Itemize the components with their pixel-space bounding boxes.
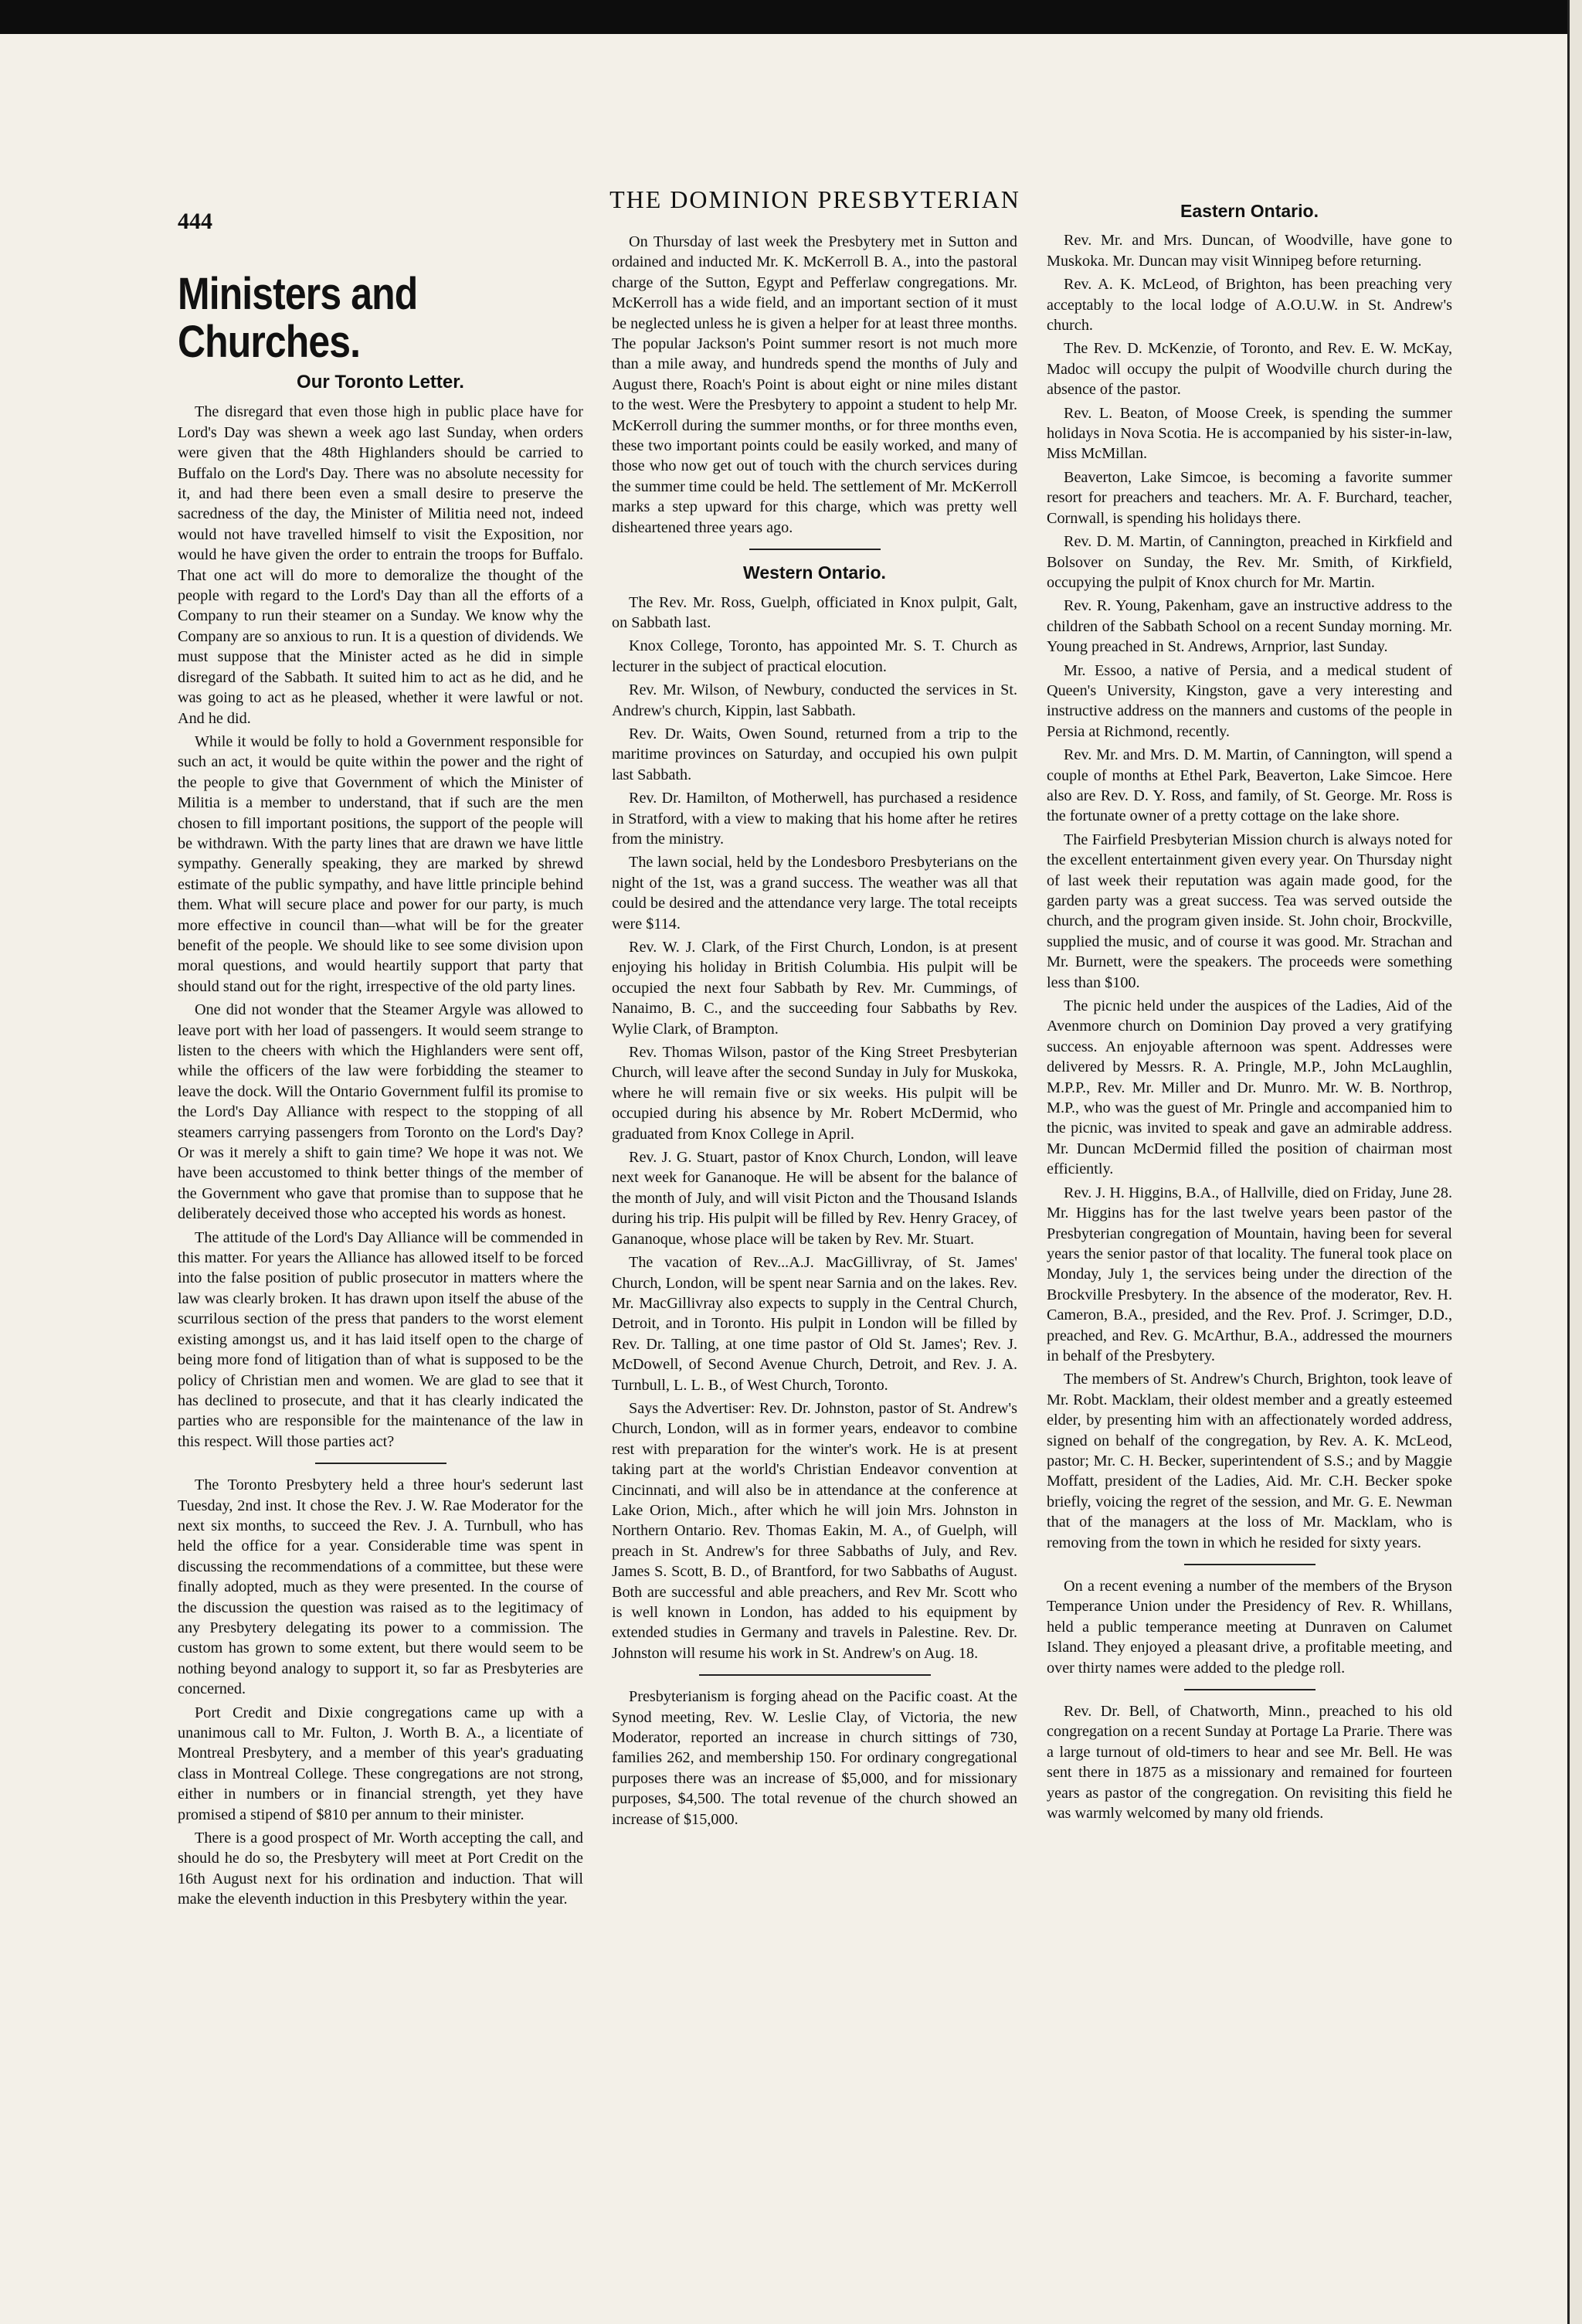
article-paragraph: Rev. Dr. Hamilton, of Motherwell, has purchased a residence in Stratford, with a view to making that his home after he retires from the ministry. — [612, 790, 1017, 848]
article-paragraph: Says the Advertiser: Rev. Dr. Johnston, pastor of St. Andrew's Church, London, will as in former years, endeavor to combine rest with preparation for the winter's work. He is at present taking part at the world's Christian Endeavor convention at Cincinnati, and will also be in attendance at the conference at Lake Orion, Mich., after which he will join Mrs. Johnston in Northern Ontario. Rev. Thomas Eakin, M. A., of Guelph, will preach in St. Andrew's for three Sabbaths of July, and Rev. James S. Scott, B. D., of Brantford, for two Sabbaths of August. Both are successful and able preachers, and Rev Mr. Scott who is well known in London, has added to his equipment by extended studies in Germany and travels in Palestine. Rev. Dr. Johnston will resume his work in St. Andrew's on Aug. 18. — [612, 1399, 1017, 1662]
article-paragraph: Rev. Mr. and Mrs. D. M. Martin, of Cannington, will spend a couple of months at Ethel Park, Beaverton, Lake Simcoe. Here also are Rev. D. Y. Ross, and family, of St. George. Mr. Ross is the fortunate owner of a pretty cottage on the lake shore. — [1047, 746, 1452, 825]
section-title: Ministers and Churches. — [178, 269, 418, 367]
article-paragraph: Rev. A. K. McLeod, of Brighton, has been preaching very acceptably to the local lodge of A.O.U.W. in St. Andrew's church. — [1047, 276, 1452, 335]
article-paragraph: Rev. J. G. Stuart, pastor of Knox Church, London, will leave next week for Gananoque. He will be absent for the balance of the month of July, and will visit Picton and the Thousand Islands during his trip. His pulpit will be filled by Rev. Henry Gracey, of Gananoque, whose place will be taken by Rev. Mr. Stuart. — [612, 1149, 1017, 1248]
article-paragraph: Beaverton, Lake Simcoe, is becoming a favorite summer resort for preachers and teachers. Mr. A. F. Burchard, teacher, Cornwall, is spending his holidays there. — [1047, 468, 1452, 527]
eastern-ontario-body — [1047, 230, 1452, 1553]
article-paragraph: The picnic held under the auspices of the Ladies, Aid of the Avenmore church on Dominion Day proved a very gratifying success. An enjoyable afternoon was spent. Addresses were delivered by Messrs. R. A. Pringle, M.P., John McLaughlin, M.P.P., Rev. Mr. Miller and Dr. Munro. Mr. W. B. Northrop, M.P., who was the guest of Mr. Pringle and accompanied him to the picnic, was invited to speak and gave an admirable address. Mr. Duncan McDermid filled the position of chairman most efficiently. — [1047, 997, 1452, 1178]
article-paragraph: The Rev. Mr. Ross, Guelph, officiated in Knox pulpit, Galt, on Sabbath last. — [612, 593, 1017, 631]
article-paragraph: Port Credit and Dixie congregations came up with a unanimous call to Mr. Fulton, J. Worth B. A., a licentiate of Montreal Presbytery, and a member of this year's graduating class in Montreal College. These congregations are not strong, either in numbers or in financial strength, yet they have promised a stipend of $810 per annum to their minister. — [178, 1704, 583, 1823]
bryson-temperance-body — [1047, 1576, 1452, 1678]
article-paragraph: While it would be folly to hold a Government responsible for such an act, it would be quite within the power and the right of the people to give that Government of which the Minister of Militia is a member to understand, that if such are the men chosen to fill important positions, the support of the people will be withdrawn. With the party lines that are drawn we have little sympathy. Generally speaking, they are marked by shrewd estimate of the public sympathy, and have little principle behind them. What will secure place and power for our party, is much more effective in council than—what will be for the greater benefit of the people. We should like to see some division upon moral questions, and would heartily support that party that should stand out for the right, irrespective of the old party lines. — [178, 732, 583, 995]
article-paragraph: Rev. J. H. Higgins, B.A., of Hallville, died on Friday, June 28. Mr. Higgins has for the last twelve years been pastor of the Presbyterian congregation of Mountain, having been for several years the senior pastor of that locality. The funeral took place on Monday, July 1, the services being under the direction of the Brockville Presbytery. In the absence of the moderator, Rev. H. Cameron, B.A., presided, and the Rev. Prof. J. Scrimger, D.D., preached, and Rev. G. McArthur, B.A., addressed the mourners in behalf of the Presbytery. — [1047, 1184, 1452, 1364]
article-paragraph: Rev. Thomas Wilson, pastor of the King Street Presbyterian Church, will leave after the second Sunday in July for Muskoka, where he will remain five or six weeks. His pulpit will be occupied during his absence by Mr. Robert McDermid, who graduated from Knox College in April. — [612, 1044, 1017, 1143]
column-divider-rule — [315, 1463, 446, 1464]
article-paragraph: Knox College, Toronto, has appointed Mr. S. T. Church as lecturer in the subject of practical elocution. — [612, 637, 1017, 675]
eastern-ontario-heading: Eastern Ontario. — [1180, 201, 1319, 221]
newspaper-page — [178, 185, 1452, 2163]
page-number: 444 — [178, 209, 212, 234]
article-paragraph: On Thursday of last week the Presbytery met in Sutton and ordained and inducted Mr. K. McKerroll B. A., into the pastoral charge of the Sutton, Egypt and Pefferlaw congregations. Mr. McKerroll has a wide field, and an important section of it must be neglected unless he is given a helper for at least three months. The popular Jackson's Point summer resort is not much more than a mile away, and hundreds spend the months of July and August there, Roach's Point is about eight or nine miles distant to the west. Were the Presbytery to appoint a student to help Mr. McKerroll during the summer months, or for three months even, these two important points could be easily worked, and many of those who now get out of touch with the church services during the summer time could be held. The settlement of Mr. McKerroll marks a step upward for this charge, which was pretty well disheartened three years ago. — [612, 233, 1017, 536]
article-paragraph: Rev. R. Young, Pakenham, gave an instructive address to the children of the Sabbath School on a recent Sunday morning. Mr. Young preached in St. Andrews, Arnprior, last Sunday. — [1047, 597, 1452, 656]
article-paragraph: The attitude of the Lord's Day Alliance will be commended in this matter. For years the Alliance has allowed itself to be forced into the false position of public prosecutor in matters where the law was clearly broken. It has drawn upon itself the abuse of the scurrilous section of the press that panders to the worst element existing amongst us, and it has laid itself open to the charge of being more fond of litigation than of what is supposed to be the policy of Christian men and women. We are glad to see that it has declined to prosecute, and that it has clearly indicated the parties who are responsible for the maintenance of the law in this respect. Will those parties act? — [178, 1228, 583, 1450]
western-ontario-body — [612, 593, 1017, 1664]
article-paragraph: Rev. Mr. Wilson, of Newbury, conducted the services in St. Andrew's church, Kippin, last Sabbath. — [612, 681, 1017, 719]
article-paragraph: The lawn social, held by the Londesboro Presbyterians on the night of the 1st, was a grand success. The weather was all that could be desired and the attendance very large. The total receipts were $114. — [612, 854, 1017, 933]
toronto-letter-body — [178, 402, 583, 1452]
scan-right-edge — [1567, 0, 1582, 2324]
article-paragraph: Rev. Mr. and Mrs. Duncan, of Woodville, have gone to Muskoka. Mr. Duncan may visit Winnipeg before returning. — [1047, 232, 1452, 270]
article-paragraph: One did not wonder that the Steamer Argyle was allowed to leave port with her load of passengers. It would seem strange to listen to the cheers with which the Highlanders were sent off, while the officers of the law were forbidding the steamer to leave the dock. Will the Ontario Government fulfil its promise to the Lord's Day Alliance with respect to the stopping of all steamers carrying passengers from Toronto on the Lord's Day? Or was it merely a shift to gain time? We hope it was not. We have been accustomed to think better things of the member of the Government who gave that promise than to suppose that he deliberately deceived those who accepted his words as honest. — [178, 1001, 583, 1223]
masthead: THE DOMINION PRESBYTERIAN — [609, 185, 1020, 213]
column-divider-rule — [1184, 1564, 1316, 1565]
column-1 — [178, 232, 583, 1913]
scan-top-border — [0, 0, 1582, 34]
article-paragraph: The members of St. Andrew's Church, Brighton, took leave of Mr. Robt. Macklam, their oldest member and a greatly esteemed elder, by presenting him with an affectionately worded address, signed on behalf of the congregation, by Rev. A. K. McLeod, pastor; Mr. C. H. Becker, superintendent of S.S.; and by Maggie Moffatt, president of the Ladies, Aid. Mr. C.H. Becker spoke briefly, voicing the regret of the session, and Mr. G. E. Newman that of the managers at the loss of Mr. Macklam, who is removing from the town in which he resided for sixty years. — [1047, 1371, 1452, 1551]
article-paragraph: The Fairfield Presbyterian Mission church is always noted for the excellent entertainment given every year. On Thursday night of last week their reputation was again made good, for the garden party was a great success. Tea was served outside the church, and the program given inside. St. John choir, Brockville, supplied the music, and of course it was good. Mr. Strachan and Mr. Burnett, were the speakers. The proceeds were something less than $100. — [1047, 831, 1452, 991]
article-paragraph: Rev. L. Beaton, of Moose Creek, is spending the summer holidays in Nova Scotia. He is accompanied by his sister-in-law, Miss McMillan. — [1047, 404, 1452, 463]
presbytery-report-body — [178, 1475, 583, 1910]
column-divider-rule — [749, 549, 881, 550]
article-paragraph: Presbyterianism is forging ahead on the Pacific coast. At the Synod meeting, Rev. W. Leslie Clay, of Victoria, the new Moderator, reported an increase in church sittings of 730, families 262, and membership 150. For ordinary congregational purposes there was an increase of $5,000, and for missionary purposes, $4,500. The total revenue of the church showed an increase of $15,000. — [612, 1688, 1017, 1828]
column-divider-rule — [1184, 1689, 1316, 1690]
article-paragraph: Mr. Essoo, a native of Persia, and a medical student of Queen's University, Kingston, gave a very interesting and instructive address on the manners and customs of the people in Persia at Richmond, recently. — [1047, 661, 1452, 740]
western-ontario-heading: Western Ontario. — [743, 562, 886, 583]
article-paragraph: Rev. Dr. Bell, of Chatworth, Minn., preached to his old congregation on a recent Sunday at Portage La Prarie. There was a large turnout of old-timers to hear and see Mr. Bell. He was sent there in 1875 as a missionary and remained for fourteen years as pastor of the congregation. On revisiting this field he was warmly welcomed by many old friends. — [1047, 1703, 1452, 1823]
article-paragraph: The disregard that even those high in public place have for Lord's Day was shewn a week ago last Sunday, when orders were given that the 48th Highlanders should be carried to Buffalo on the Lord's Day. There was no absolute necessity for it, and had there been even a small desire to preserve the sacredness of the day, the Minister of Militia need not, indeed would not have travelled himself to visit the Exposition, nor would he have given the order to entrain the troops for Buffalo. That one act will do more to demoralize the thought of the people with regard to the Lord's Day than all the efforts of a Company to run their steamer on a Sunday. We know why the Company are so anxious to run. It is a question of dividends. We must suppose that the Minister acted as he did in simple disregard of the Sabbath. It suited him to act as he did, and he was going to act as he pleased, whether it were lawful or not. And he did. — [178, 403, 583, 727]
column-divider-rule — [699, 1674, 931, 1676]
article-paragraph: The Rev. D. McKenzie, of Toronto, and Rev. E. W. McKay, Madoc will occupy the pulpit of Woodville church during the absence of the pastor. — [1047, 340, 1452, 399]
article-paragraph: Rev. W. J. Clark, of the First Church, London, is at present enjoying his holiday in British Columbia. His pulpit will be occupied the next four Sabbath by Rev. Mr. Cummings, of Nanaimo, B. C., and the succeeding four Sabbaths by Rev. Wylie Clark, of Brampton. — [612, 939, 1017, 1038]
pacific-coast-body — [612, 1687, 1017, 1830]
article-paragraph: There is a good prospect of Mr. Worth accepting the call, and should he do so, the Presbytery will meet at Port Credit on the 16th August next for his ordination and induction. That will make the eleventh induction in this Presbytery within the year. — [178, 1830, 583, 1908]
column-3 — [1047, 201, 1452, 1826]
toronto-letter-heading: Our Toronto Letter. — [297, 372, 464, 392]
portage-la-prarie-body — [1047, 1701, 1452, 1823]
article-paragraph: The vacation of Rev...A.J. MacGillivray, of St. James' Church, London, will be spent near Sarnia and on the lakes. Rev. Mr. MacGillivray also expects to supply in the Central Church, Detroit, and in Toronto. His pulpit in London will be filled by Rev. Dr. Talling, at one time pastor of Old St. James'; Rev. J. McDowell, of Second Avenue Church, Detroit, and Rev. J. A. Turnbull, L. L. B., of West Church, Toronto. — [612, 1254, 1017, 1394]
article-paragraph: Rev. D. M. Martin, of Cannington, preached in Kirkfield and Bolsover on Sunday, the Rev. Mr. Smith, of Kirkfield, occupying the pulpit of Knox church for Mr. Martin. — [1047, 533, 1452, 591]
sutton-report-body — [612, 232, 1017, 538]
article-paragraph: On a recent evening a number of the members of the Bryson Temperance Union under the Presidency of Rev. R. Whillans, held a public temperance meeting at Dunraven on Calumet Island. They enjoyed a pleasant drive, a profitable meeting, and over thirty names were added to the pledge roll. — [1047, 1578, 1452, 1677]
column-2 — [612, 232, 1017, 1833]
article-paragraph: Rev. Dr. Waits, Owen Sound, returned from a trip to the maritime provinces on Saturday, and occupied his own pulpit last Sabbath. — [612, 725, 1017, 783]
article-paragraph: The Toronto Presbytery held a three hour's sederunt last Tuesday, 2nd inst. It chose the Rev. J. W. Rae Moderator for the next six months, to succeed the Rev. J. A. Turnbull, who has held the office for a year. Considerable time was spent in discussing the recommendations of a committee, but these were finally adopted, much as they were presented. In the course of the discussion the question was raised as to the legitimacy of any Presbytery delegating its power to a commission. The custom has grown to some extent, but there would seem to be nothing beyond analogy to support it, so far as Presbyteries are concerned. — [178, 1476, 583, 1698]
